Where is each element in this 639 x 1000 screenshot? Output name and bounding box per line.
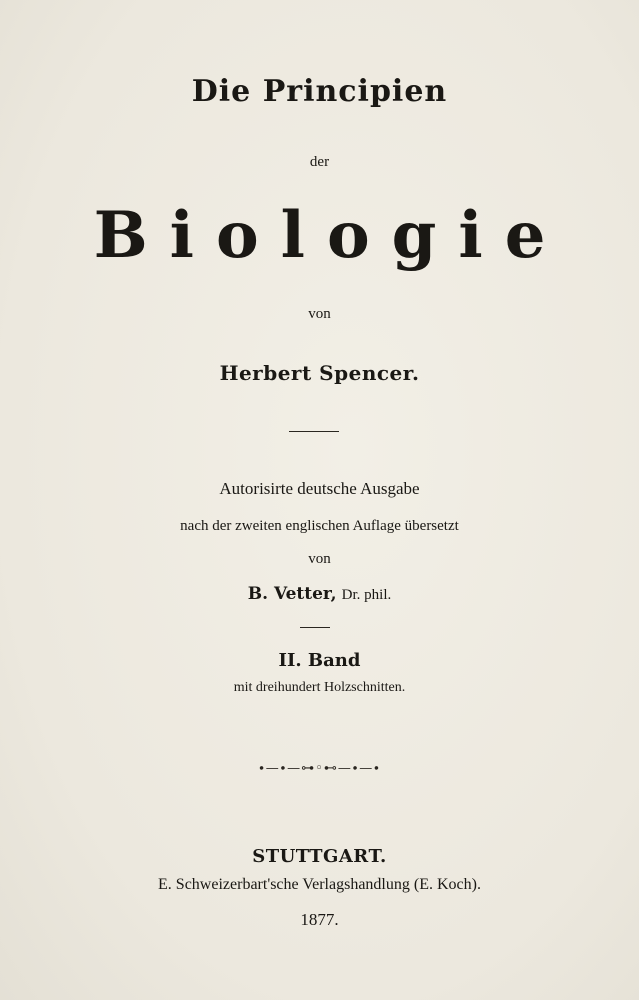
translation-note: nach der zweiten englischen Auflage übersetzt bbox=[180, 518, 459, 534]
publication-city: STUTTGART. bbox=[252, 846, 387, 867]
edition-line: Autorisirte deutsche Ausgabe bbox=[219, 479, 420, 498]
divider-rule bbox=[289, 431, 339, 432]
title-connector: der bbox=[309, 154, 330, 170]
short-divider-rule bbox=[300, 627, 330, 628]
book-subject: Biologie bbox=[93, 198, 568, 273]
translator-by-word: von bbox=[308, 551, 331, 567]
author-name: Herbert Spencer. bbox=[219, 361, 420, 385]
book-title: Die Principien bbox=[191, 74, 448, 109]
translator-name: B. Vetter, bbox=[247, 584, 337, 604]
volume-label: II. Band bbox=[278, 650, 361, 671]
publication-year: 1877. bbox=[300, 910, 339, 929]
by-word: von bbox=[308, 306, 331, 322]
ornament-divider: ∙—∙—⊶◦⊷—∙—∙ bbox=[258, 761, 381, 776]
translator-degree: Dr. phil. bbox=[341, 587, 392, 603]
publisher-name: E. Schweizerbart'sche Verlagshandlung (E. Koch). bbox=[158, 876, 481, 893]
translator-line bbox=[0, 584, 639, 604]
volume-note: mit dreihundert Holzschnitten. bbox=[233, 680, 406, 695]
